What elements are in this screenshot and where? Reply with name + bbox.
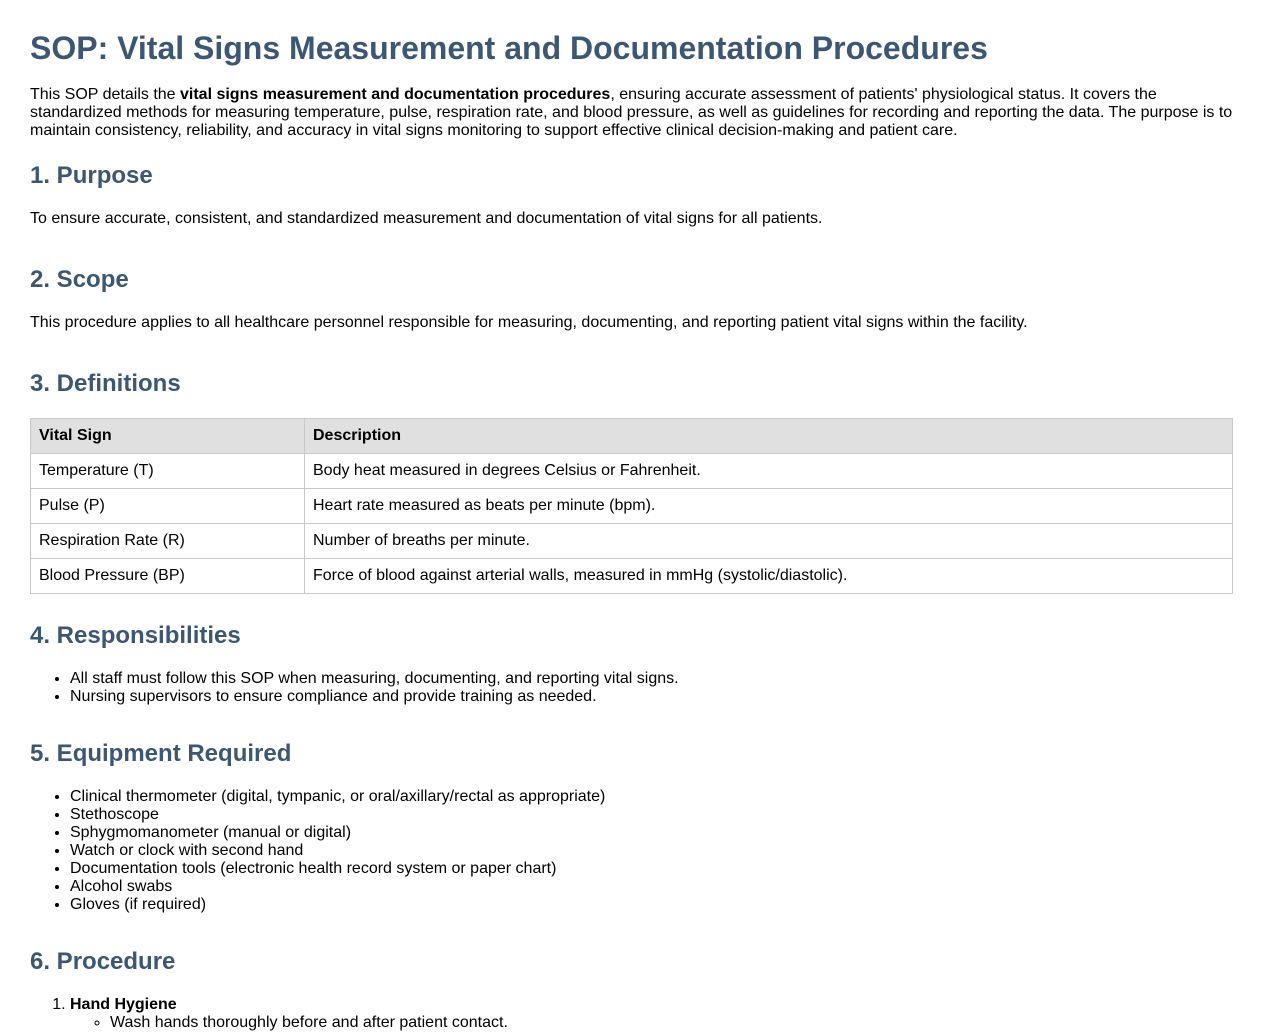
- table-header-row: [31, 419, 1233, 454]
- purpose-heading: 1. Purpose: [30, 162, 153, 189]
- column-header-description: Description: [305, 419, 1233, 454]
- table-row: [31, 489, 1233, 524]
- intro-text-bold: vital signs measurement and documentation procedures: [180, 86, 611, 103]
- table-row: [31, 524, 1233, 559]
- list-item: • All staff must follow this SOP when measuring, documenting, and reporting vital signs.: [70, 670, 1233, 688]
- step-title: Hand Hygiene: [70, 996, 177, 1013]
- equipment-list: [30, 788, 1233, 914]
- intro-text-before: This SOP details the: [30, 86, 180, 103]
- responsibilities-list: [30, 670, 1233, 706]
- equipment-heading: 5. Equipment Required: [30, 740, 292, 767]
- vital-sign-cell: Blood Pressure (BP): [31, 559, 305, 594]
- vital-sign-cell: Temperature (T): [31, 454, 305, 489]
- vital-sign-cell: Pulse (P): [31, 489, 305, 524]
- definitions-table: [30, 418, 1233, 594]
- list-item: • Sphygmomanometer (manual or digital): [70, 824, 1233, 842]
- list-item: • Documentation tools (electronic health record system or paper chart): [70, 860, 1233, 878]
- description-cell: Body heat measured in degrees Celsius or Fahrenheit.: [305, 454, 1233, 489]
- list-item: ◦ Wash hands thoroughly before and after patient contact.: [110, 1014, 1233, 1032]
- list-item: • Watch or clock with second hand: [70, 842, 1233, 860]
- list-item: • Clinical thermometer (digital, tympanic, or oral/axillary/rectal as appropriate): [70, 788, 1233, 806]
- column-header-vital-sign: Vital Sign: [31, 419, 305, 454]
- vital-sign-cell: Respiration Rate (R): [31, 524, 305, 559]
- scope-heading: 2. Scope: [30, 266, 129, 293]
- description-cell: Number of breaths per minute.: [305, 524, 1233, 559]
- procedure-step: [70, 996, 1233, 1032]
- table-row: [31, 454, 1233, 489]
- purpose-text: To ensure accurate, consistent, and standardized measurement and documentation of vital signs for all patients.: [30, 210, 823, 227]
- intro-paragraph: [30, 86, 1233, 140]
- responsibilities-heading: 4. Responsibilities: [30, 622, 241, 649]
- procedure-heading: 6. Procedure: [30, 948, 176, 975]
- definitions-heading: 3. Definitions: [30, 370, 181, 397]
- list-item: • Alcohol swabs: [70, 878, 1233, 896]
- table-row: [31, 559, 1233, 594]
- description-cell: Heart rate measured as beats per minute (bpm).: [305, 489, 1233, 524]
- intro-text-after: , ensuring accurate assessment of patients' physiological status. It covers the standardized methods for measuring temperature, pulse, respiration rate, and blood pressure, as well as guidelines for recording and reporting the data. The purpose is to maintain consistency, reliability, and accuracy in vital signs monitoring to support effective clinical decision-making and patient care.: [30, 86, 1233, 139]
- list-item: • Gloves (if required): [70, 896, 1233, 914]
- page-title: SOP: Vital Signs Measurement and Documentation Procedures: [30, 30, 988, 66]
- description-cell: Force of blood against arterial walls, measured in mmHg (systolic/diastolic).: [305, 559, 1233, 594]
- procedure-steps: [30, 996, 1233, 1032]
- step-substeps: [70, 1014, 1233, 1032]
- list-item: • Nursing supervisors to ensure compliance and provide training as needed.: [70, 688, 1233, 706]
- list-item: • Stethoscope: [70, 806, 1233, 824]
- scope-text: This procedure applies to all healthcare personnel responsible for measuring, documenting, and reporting patient vital signs within the facility.: [30, 314, 1028, 331]
